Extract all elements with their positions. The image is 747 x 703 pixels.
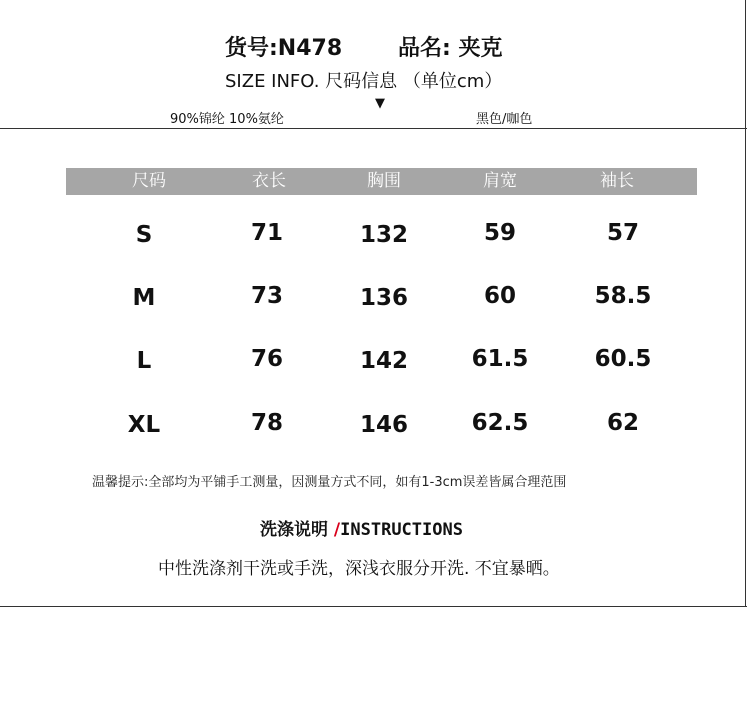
washing-instructions-text: 中性洗涤剂干洗或手洗，深浅衣服分开洗. 不宜暴晒。 <box>158 559 560 579</box>
size-info-title: SIZE INFO. 尺码信息 （单位cm） <box>225 71 503 92</box>
down-arrow-icon: ▼ <box>375 96 385 111</box>
chest-cell: 146 <box>359 412 408 438</box>
column-header-size: 尺码 <box>132 171 166 191</box>
table-header <box>66 168 697 195</box>
size-cell: XL <box>127 412 161 438</box>
chest-cell: 132 <box>359 222 408 248</box>
title-slash: / <box>333 520 341 540</box>
size-cell: M <box>132 285 156 311</box>
sleeve-cell: 58.5 <box>594 283 652 309</box>
measurement-note: 温馨提示:全部均为平铺手工测量，因测量方式不同，如有1-3cm误差皆属合理范围 <box>92 475 567 490</box>
sleeve-cell: 62 <box>606 410 639 436</box>
length-cell: 78 <box>250 410 283 436</box>
length-cell: 71 <box>250 220 283 246</box>
column-header-length: 衣长 <box>252 171 286 191</box>
size-cell: S <box>135 222 153 248</box>
size-cell: L <box>136 348 152 374</box>
column-header-chest: 胸围 <box>367 171 401 191</box>
chest-cell: 136 <box>359 285 408 311</box>
item-number: 货号:N478 <box>225 36 343 61</box>
fabric-composition: 90%锦纶 10%氨纶 <box>170 112 284 127</box>
sleeve-cell: 60.5 <box>594 346 652 372</box>
column-header-sleeve: 袖长 <box>600 171 634 191</box>
washing-instructions-heading <box>260 515 463 540</box>
length-cell: 76 <box>250 346 283 372</box>
shoulder-cell: 60 <box>483 283 516 309</box>
top-divider <box>0 128 747 129</box>
shoulder-cell: 59 <box>483 220 516 246</box>
column-header-shoulder: 肩宽 <box>483 171 517 191</box>
washing-title-en: INSTRUCTIONS <box>340 520 463 540</box>
length-cell: 73 <box>250 283 283 309</box>
right-border <box>745 0 746 607</box>
item-name: 品名: 夹克 <box>398 36 503 61</box>
bottom-divider <box>0 606 747 607</box>
washing-title-cn: 洗涤说明 <box>260 520 328 540</box>
shoulder-cell: 61.5 <box>471 346 529 372</box>
color-options: 黑色/咖色 <box>476 112 533 127</box>
chest-cell: 142 <box>359 348 408 374</box>
sleeve-cell: 57 <box>606 220 639 246</box>
shoulder-cell: 62.5 <box>471 410 529 436</box>
